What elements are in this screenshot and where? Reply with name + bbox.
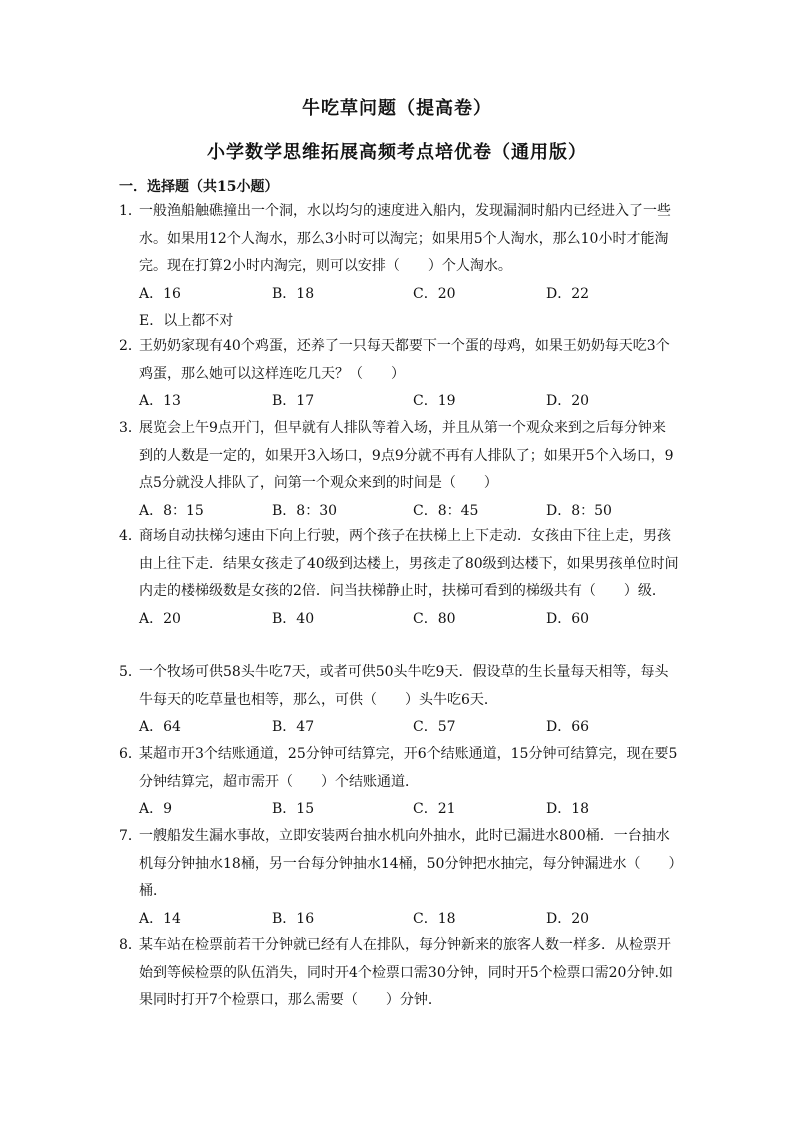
option-b: B．16	[272, 910, 315, 927]
options-row	[139, 796, 679, 824]
option-b: B．17	[272, 393, 315, 409]
option-d: D．8：50	[546, 502, 612, 519]
options-row	[139, 281, 679, 309]
options-row	[139, 498, 679, 526]
question-number: 8．	[119, 937, 142, 953]
option-a: A．13	[139, 393, 181, 409]
question-6	[119, 741, 679, 824]
option-d: D．20	[546, 910, 590, 927]
question-stem: 某超市开3个结账通道，25分钟可结算完，开6个结账通道，15分钟可结算完，现在要5分钟结算完，超市需开（ ）个结账通道．	[139, 746, 678, 790]
options-row	[139, 606, 679, 634]
option-e: E．以上都不对	[139, 313, 234, 329]
options-row	[139, 906, 679, 934]
option-b: B．15	[272, 801, 315, 817]
option-c: C．8：45	[413, 502, 479, 519]
question-stem: 展览会上午9点开门，但早就有人排队等着入场，并且从第一个观众来到之后每分钟来到的人数是一定的，如果开3入场口，9点9分就不再有人排队了；如果开5个入场口，9点5分就没人排队了，问第一个观众来到的时间是（ ）	[139, 420, 674, 491]
option-b: B．47	[272, 719, 315, 735]
question-stem: 商场自动扶梯匀速由下向上行驶，两个孩子在扶梯上上下走动．女孩由下往上走，男孩由上往下走．结果女孩走了40级到达楼上，男孩走了80级到达楼下，如果男孩单位时间内走的楼梯级数是女孩的2倍．问当扶梯静止时，扶梯可看到的梯级共有（ ）级．	[139, 528, 679, 599]
question-stem: 王奶奶家现有40个鸡蛋，还养了一只每天都要下一个蛋的母鸡，如果王奶奶每天吃3个鸡蛋，那么她可以这样连吃几天？（ ）	[139, 338, 670, 382]
option-a: A．14	[139, 910, 181, 927]
question-8	[119, 932, 679, 1015]
options-row	[139, 714, 679, 742]
option-c: C．19	[413, 393, 456, 409]
question-stem: 一般渔船触礁撞出一个洞，水以均匀的速度进入船内，发现漏洞时船内已经进入了一些水。如果用12个人淘水，那么3小时可以淘完；如果用5个人淘水，那么10小时才能淘完。现在打算2小时内淘完，则可以安排（ ）个人淘水。	[139, 203, 671, 274]
question-number: 5．	[119, 664, 142, 680]
option-d: D．66	[546, 719, 590, 735]
question-number: 2．	[119, 338, 142, 354]
question-stem: 某车站在检票前若干分钟就已经有人在排队，每分钟新来的旅客人数一样多．从检票开始到等候检票的队伍消失，同时开4个检票口需30分钟，同时开5个检票口需20分钟.如果同时打开7个检票口，那么需要（ ）分钟．	[139, 937, 673, 1008]
question-3	[119, 415, 679, 525]
question-5	[119, 659, 679, 742]
question-number: 1．	[119, 203, 142, 219]
option-c: C．57	[413, 719, 456, 735]
option-a: A．16	[139, 285, 181, 302]
options-row	[139, 388, 679, 416]
option-b: B．18	[272, 285, 315, 302]
page-subtitle: 小学数学思维拓展高频考点培优卷（通用版）	[207, 142, 587, 163]
option-c: C．80	[413, 610, 456, 627]
option-c: C．20	[413, 285, 456, 302]
option-b: B．8：30	[272, 502, 338, 519]
question-4	[119, 523, 679, 633]
option-d: D．20	[546, 393, 590, 409]
question-number: 6．	[119, 746, 142, 762]
option-d: D．22	[546, 285, 590, 302]
option-d: D．18	[546, 801, 590, 817]
option-a: A．20	[139, 610, 181, 627]
question-1	[119, 198, 679, 336]
option-a: A．9	[139, 801, 173, 817]
option-a: A．64	[139, 719, 181, 735]
options-row-extra	[139, 308, 679, 336]
option-d: D．60	[546, 610, 590, 627]
page-title: 牛吃草问题（提高卷）	[302, 98, 492, 119]
section-heading: 一．选择题（共15小题）	[119, 179, 279, 195]
question-2	[119, 333, 679, 416]
option-b: B．40	[272, 610, 315, 627]
option-c: C．21	[413, 801, 456, 817]
question-number: 7．	[119, 828, 142, 844]
question-number: 3．	[119, 420, 142, 436]
question-stem: 一艘船发生漏水事故，立即安装两台抽水机向外抽水，此时已漏进水800桶．一台抽水机每分钟抽水18桶，另一台每分钟抽水14桶，50分钟把水抽完，每分钟漏进水（ ）桶．	[139, 828, 676, 899]
option-a: A．8：15	[139, 502, 204, 519]
option-c: C．18	[413, 910, 456, 927]
question-number: 4．	[119, 528, 142, 544]
question-stem: 一个牧场可供58头牛吃7天，或者可供50头牛吃9天．假设草的生长量每天相等，每头牛每天的吃草量也相等，那么，可供（ ）头牛吃6天．	[139, 664, 669, 708]
question-7	[119, 823, 679, 933]
